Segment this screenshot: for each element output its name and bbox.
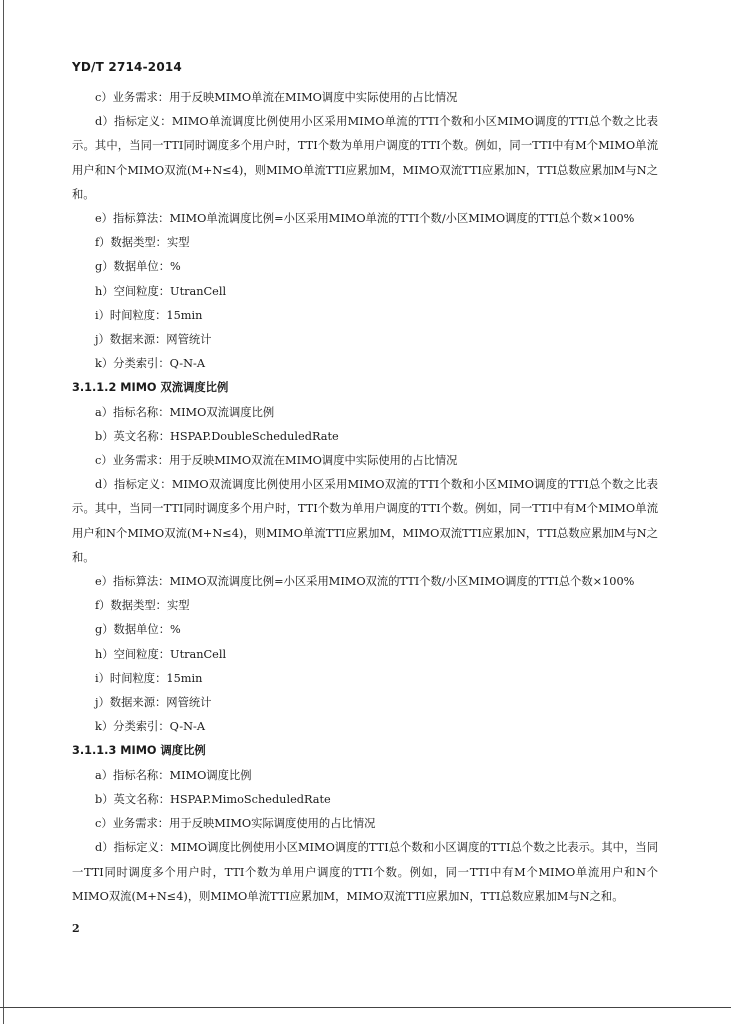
paragraph: c）业务需求：用于反映MIMO双流在MIMO调度中实际使用的占比情况 [95, 454, 458, 468]
paragraph: c）业务需求：用于反映MIMO实际调度使用的占比情况 [95, 817, 376, 831]
paragraph: d）指标定义：MIMO调度比例使用小区MIMO调度的TTI总个数和小区调度的TTI总个数之比表示。其中，当同一TTI同时调度多个用户时，TTI个数为单用户调度的TTI个数。例如，同一TTI中有M个MIMO单流用户和N个MIMO双流(M+N≤4)，则MIMO单流TTI应累加M，MIMO双流TTI应累加N，TTI总数应累加M与N之和。 [72, 841, 658, 903]
paragraph: e）指标算法：MIMO单流调度比例=小区采用MIMO单流的TTI个数/小区MIMO调度的TTI总个数×100% [95, 212, 635, 226]
paragraph: b）英文名称：HSPAP.DoubleScheduledRate [95, 429, 339, 443]
paragraph: k）分类索引：Q-N-A [95, 357, 205, 371]
paragraph: d）指标定义：MIMO双流调度比例使用小区采用MIMO双流的TTI个数和小区MIMO调度的TTI总个数之比表示。其中，当同一TTI同时调度多个用户时，TTI个数为单用户调度的TTI个数。例如，同一TTI中有M个MIMO单流用户和N个MIMO双流(M+N≤4)，则MIMO单流TTI应累加M，MIMO双流TTI应累加N，TTI总数应累加M与N之和。 [72, 478, 658, 564]
paragraph: h）空间粒度：UtranCell [95, 284, 227, 298]
paragraph: g）数据单位：% [95, 260, 181, 274]
paragraph: i）时间粒度：15min [95, 671, 203, 685]
paragraph: i）时间粒度：15min [95, 308, 203, 322]
standard-number: YD/T 2714-2014 [72, 60, 182, 74]
paragraph: b）英文名称：HSPAP.MimoScheduledRate [95, 792, 331, 806]
paragraph: e）指标算法：MIMO双流调度比例=小区采用MIMO双流的TTI个数/小区MIMO调度的TTI总个数×100% [95, 575, 635, 589]
paragraph: j）数据来源：网管统计 [95, 333, 212, 347]
paragraph: a）指标名称：MIMO双流调度比例 [95, 405, 275, 419]
paragraph: g）数据单位：% [95, 623, 181, 637]
paragraph: d）指标定义：MIMO单流调度比例使用小区采用MIMO单流的TTI个数和小区MIMO调度的TTI总个数之比表示。其中，当同一TTI同时调度多个用户时，TTI个数为单用户调度的TTI个数。例如，同一TTI中有M个MIMO单流用户和N个MIMO双流(M+N≤4)，则MIMO单流TTI应累加M，MIMO双流TTI应累加N，TTI总数应累加M与N之和。 [72, 115, 658, 201]
paragraph: c）业务需求：用于反映MIMO单流在MIMO调度中实际使用的占比情况 [95, 91, 458, 104]
section-heading: 3.1.1.3 MIMO 调度比例 [72, 744, 206, 758]
paragraph: h）空间粒度：UtranCell [95, 647, 227, 661]
paragraph: k）分类索引：Q-N-A [95, 720, 205, 734]
paragraph: a）指标名称：MIMO调度比例 [95, 768, 252, 782]
left-margin-rule [3, 0, 4, 1024]
document-body [72, 86, 658, 909]
paragraph: j）数据来源：网管统计 [95, 696, 212, 710]
page-number: 2 [72, 922, 80, 935]
paragraph: f）数据类型：实型 [95, 599, 190, 613]
paragraph: f）数据类型：实型 [95, 236, 190, 250]
bottom-rule [0, 1007, 731, 1008]
section-heading: 3.1.1.2 MIMO 双流调度比例 [72, 381, 229, 395]
